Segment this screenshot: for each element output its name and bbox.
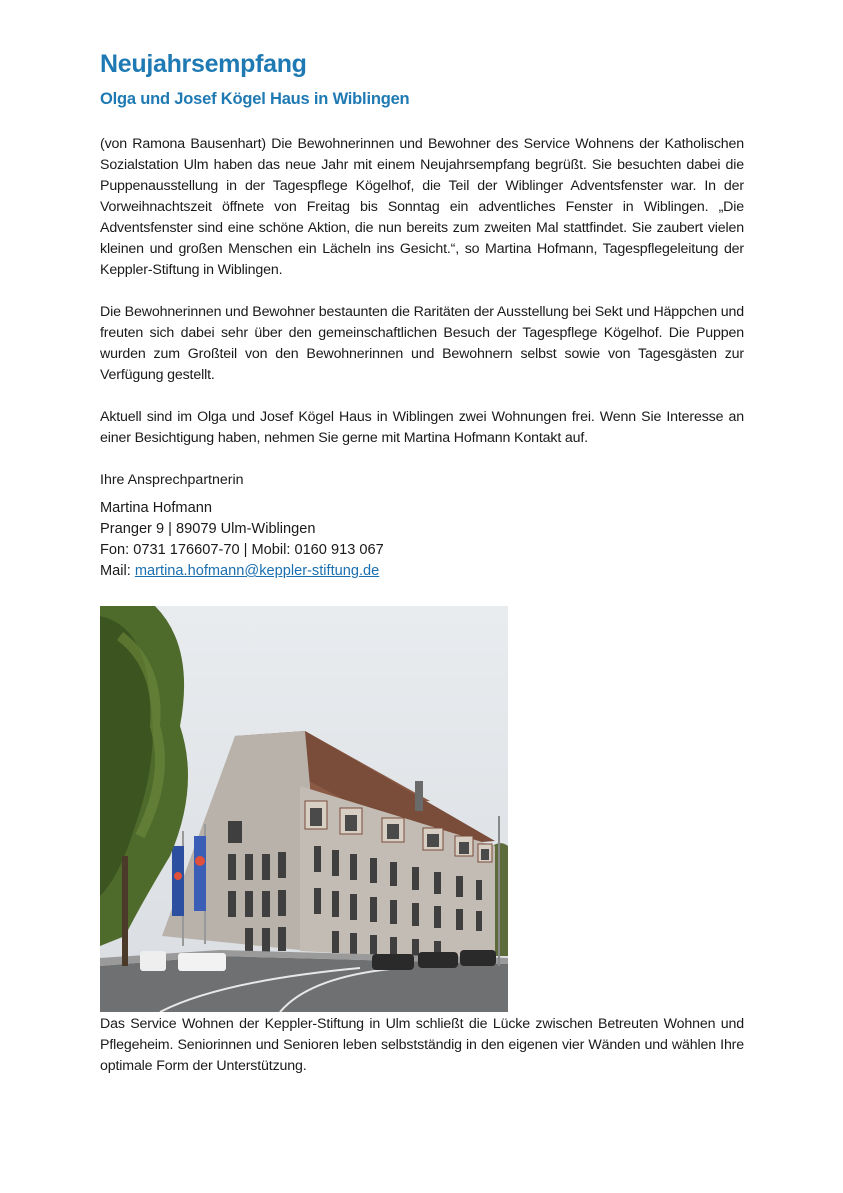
contact-mail-label: Mail:	[100, 563, 135, 579]
page-title: Neujahrsempfang	[100, 50, 307, 78]
contact-address: Pranger 9 | 89079 Ulm-Wiblingen	[100, 521, 316, 537]
page-subtitle: Olga und Josef Kögel Haus in Wiblingen	[100, 90, 410, 108]
contact-heading: Ihre Ansprechpartnerin	[100, 472, 244, 488]
photo-caption: Das Service Wohnen der Keppler-Stiftung in Ulm schließt die Lücke zwischen Betreuten Wohnen und Pflegeheim. Seniorinnen und Senioren leben selbstständig in den eigenen vier Wänden und wählen Ihre optimale Form der Unterstützung.	[100, 1016, 744, 1074]
contact-block	[100, 498, 384, 582]
paragraph-apartments: Aktuell sind im Olga und Josef Kögel Haus in Wiblingen zwei Wohnungen frei. Wenn Sie Interesse an einer Besichtigung haben, nehmen Sie gerne mit Martina Hofmann Kontakt auf.	[100, 409, 744, 446]
building-photo	[100, 606, 508, 1012]
contact-mail-line	[100, 561, 384, 582]
paragraph-visit: Die Bewohnerinnen und Bewohner bestaunten die Raritäten der Ausstellung bei Sekt und Häppchen und freuten sich dabei sehr über den gemeinschaftlichen Besuch der Tagespflege Kögelhof. Die Puppen wurden zum Großteil von den Bewohnerinnen und Bewohnern selbst sowie von Tagesgästen zur Verfügung gestellt.	[100, 304, 744, 383]
contact-email-link[interactable]: martina.hofmann@keppler-stiftung.de	[134, 563, 380, 579]
contact-name: Martina Hofmann	[100, 500, 212, 516]
paragraph-intro: (von Ramona Bausenhart) Die Bewohnerinnen und Bewohner des Service Wohnens der Katholischen Sozialstation Ulm haben das neue Jahr mit einem Neujahrsempfang begrüßt. Sie besuchten dabei die Puppenausstellung in der Tagespflege Kögelhof, die Teil der Wiblinger Adventsfenster war. In der Vorweihnachtszeit öffnete von Freitag bis Sonntag ein adventliches Fenster in Wiblingen. „Die Adventsfenster sind eine schöne Aktion, die nun bereits zum zweiten Mal stattfindet. Sie zaubert vielen kleinen und großen Menschen ein Lächeln ins Gesicht.“, so Martina Hofmann, Tagespflegeleitung der Keppler-Stiftung in Wiblingen.	[100, 136, 744, 278]
contact-phone: Fon: 0731 176607-70 | Mobil: 0160 913 067	[100, 542, 384, 558]
